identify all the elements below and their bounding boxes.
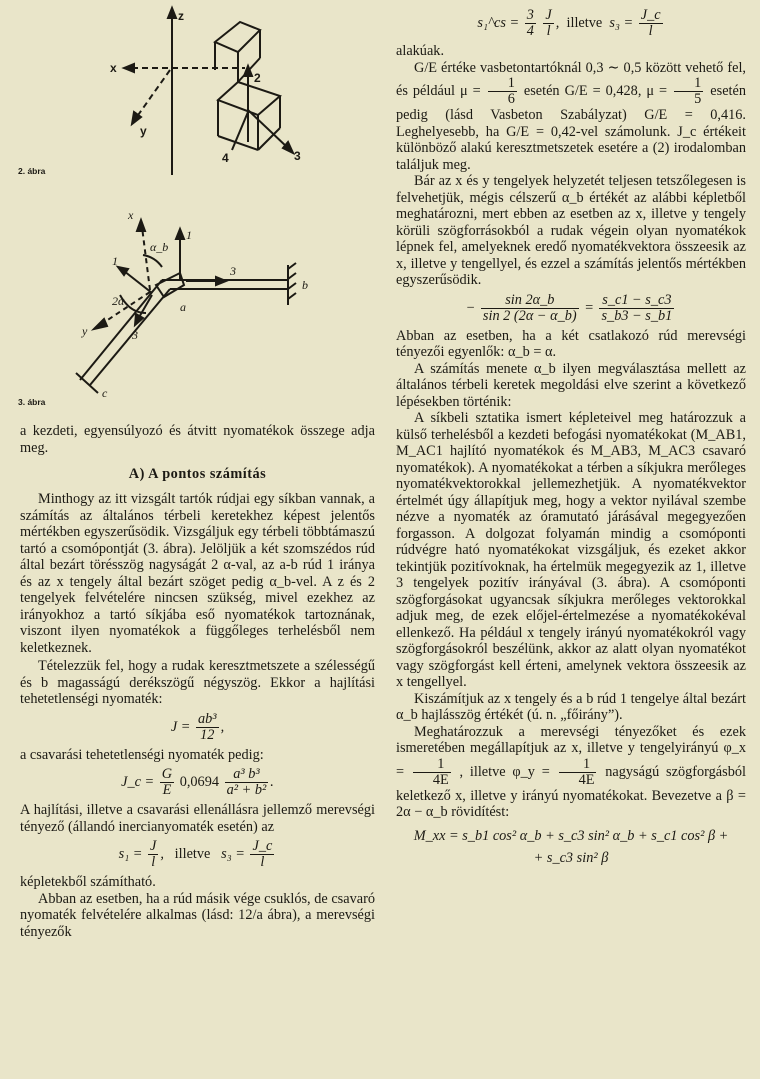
equation-alpha: − $\frac{\sin 2\alpha\_b}{\sin 2 (2\alpha - \alpha\_b)}$ = $\frac{s\_c1 - s\_c3}{s\_b3 - s\_b1}$ [465,291,673,324]
left-column [20,0,375,940]
figure-2-caption: 2. ábra [18,166,46,176]
eq1-fraction [196,712,219,743]
r-p7-n2: 1 [559,757,597,773]
eq2-d2: a² + b² [226,782,267,798]
eq4-frac2 [599,293,674,324]
eqtop-lhs: s₁^cs = [477,14,520,31]
eqtop-n1: 3 [526,7,534,23]
r-p7-frac2 [559,757,597,788]
eqtop-n2: J [545,7,552,23]
equation-inertia: J = $\frac{\text{ab³}}{12}$ , [170,710,225,743]
eq2-n1: G [161,766,173,782]
eqtop-frac1 [525,8,536,39]
fig3-label-b: b [302,278,308,292]
fig3-label-2alpha: 2α [112,294,125,308]
eq3-n2: J_c [252,838,273,854]
right-paragraph-3: Abban az esetben, ha a két csatlakozó rúd merevségi tényezői egyenlők: α_b = α. [396,327,746,360]
equation-mxx-line2: + s_c3 sin² β [533,849,609,866]
fig3-label-1: 1 [186,228,192,242]
left-paragraph-1: Minthogy az itt vizsgált tartók rúdjai egy síkban vannak, a számítás az általános térbeli keretekhez képest jelentős mértékben egyszerűsödik. Vizsgáljuk egy térbeli többtámaszú tartó a csomópontját (3. ábra). Jelöljük a két szomszédos rúd által bezárt törésszög nagyságát 2 α-val, az a-b rúd 1 iránya és az x tengely által bezárt szöget pedig α_b-vel. A z és 2 tengelyek felvételére nincsen szükség, mivel ezekhez az irányokhoz a tartó síkjába eső nyomatékok tartoznának, viszont ilyen nyomatékok a függőleges terhelésből nem keletkeznek. [20,491,375,656]
eqtop-lhs2: s₃ = [609,14,634,31]
fig3-label-c: c [102,386,108,400]
eq1-den: 12 [200,726,215,743]
left-intro-paragraph: a kezdeti, egyensúlyozó és átvitt nyomatékok összege adja meg. [20,423,375,456]
eq4-n2: s_c1 − s_c3 [599,293,674,309]
r-p1-n2: 1 [674,76,703,92]
fig3-label-a: a [180,300,186,314]
r-p7a: Meghatározzuk a merevségi tényezőket és ezek ismeretében megállapítjuk az x, illetve y tengelyirányú φ_x = [396,723,746,780]
equation-mxx-line1: M_xx = s_b1 cos² α_b + s_c3 sin² α_b + s_c1 cos² β + [413,827,729,844]
figure-3 [20,185,375,415]
eq2-mid: 0,0694 [179,773,220,790]
left-paragraph-2: Tételezzük fel, hogy a rudak keresztmetszete a szélességű és b magasságú derékszögű négyszög. Ekkor a hajlítási tehetetlenségi nyomaték: [20,658,375,707]
right-paragraph-5: A síkbeli sztatika ismert képleteivel meg határozzuk a külső terhelésből a kezdeti befogási nyomatékokat (M_AB1, M_AC1 hajlító nyomatékok és M_AB3, M_AC3 csavaró nyomatékok). A nyomatékokat a térben a síkjukra merőleges nyomatékvektorokkal jellemezhetjük. A nyomatékvektor értelmét úgy állapítjuk meg, hogy a vektor nyilával szembe nézve a nyomaték az óramutató járásával megegyezően forgasson. A dolgozat folyamán mindig a csomóponti rúdvégre ható nyomatékokat vizsgáljuk, és ezeket akkor tekintjük pozitívoknak, ha értelmük megegyezik az 1, illetve 3 tengelyek pozitív irányával (3. ábra). A csomóponti szögforgásokat ugyancsak síkjukra merőleges vektorokkal adjuk meg, de ezek előjel-értelmezése a nyomatékokéval ellenkező. Ha például x tengely irányú nyomatékokról vagy szögforgásokról beszélünk, akkor az alatt olyan nyomatékot vagy szögforgást kell érteni, amelynek vektora összeesik az x tengellyel. [396,410,746,690]
eq2-frac2 [225,767,269,798]
r-p1b: esetén G/E = 0,428, μ = [523,82,668,99]
eq3-lhs1: s₁ = [118,845,143,862]
eq4-d1: sin 2 (2α − α_b) [482,307,577,324]
figure-3-caption: 3. ábra [18,397,46,407]
figure-3-drawing [20,185,375,415]
r-p1-n: 1 [488,76,517,92]
eq3-frac1 [148,839,158,870]
right-paragraph-6: Kiszámítjuk az x tengely és a b rúd 1 tengelye által bezárt α_b hajlásszög értékét (ú. n. „főirány”). [396,690,746,723]
eqtop-n3: J_c [640,7,661,23]
eqtop-d2: l [546,23,551,39]
r-p1-frac [488,76,517,107]
r-p7-d2: 4E [578,771,595,788]
equation-torsion: J_c = $\frac{G}{E}$ 0,0694 $\frac{\text{a³ b³}}{\text{a² + b²}}$ . [121,766,274,798]
r-p7c: nagyságú szögforgásból keletkező x, illetve y irányú nyomatékokat. Bevezetve a β = 2α − α_b rövidítést: [396,763,746,820]
fig2-label-x: x [110,61,117,75]
fig3-label-3: 3 [230,264,236,278]
eq3-n1: J [150,838,157,854]
eqtop-frac2 [543,8,553,39]
right-paragraph-4: A számítás menete α_b ilyen megválasztása mellett az általános térbeli keretek megoldási elve szerint a következő lépésekben történik: [396,360,746,410]
left-paragraph-3: a csavarási tehetetlenségi nyomaték pedig: [20,746,264,763]
equation-cs: s₁^cs = $\frac{3}{4}$ $\frac{J}{l}$ , illetve s₃ = $\frac{J\_c}{l}$ [477,7,661,39]
fig2-label-4: 4 [222,151,229,165]
r-p7-frac1 [413,757,451,788]
fig3-label-alpha-b: α_b [150,240,169,254]
figure-2 [20,0,375,185]
eqtop-d1: 4 [526,23,534,39]
right-alak: alakúak. [396,43,445,59]
fig2-label-3: 3 [294,149,301,163]
eqtop-frac3 [639,8,663,39]
fig3-label-y: y [82,324,88,338]
r-p1c: esetén pedig (lásd Vasbeton Szabályzat) G/E = 0,416. Leghelyesebb, ha G/E = 0,42-vel számolunk. J_c értékeit különböző alakú keresztmetszetek esetére a (2) irodalomban találjuk meg. [396,82,747,173]
right-column [396,0,746,871]
eqtop-d3: l [648,23,653,39]
eq3-mid: illetve [174,845,211,862]
left-paragraph-4: A hajlítási, illetve a csavarási ellenállásra jellemző merevségi tényező (állandó inercianyomaték esetén) az [20,802,375,835]
eq2-frac1 [160,767,174,798]
eq3-lhs2: s₃ = [221,845,245,862]
eq3-frac2 [250,839,274,870]
r-p7-n1: 1 [413,757,451,773]
equation-stiffness: s₁ = $\frac{J}{l}$ , illetve s₃ = $\frac{J\_c}{l}$ [118,838,273,870]
fig2-label-y: y [140,124,147,138]
fig3-label-1b: 1 [112,254,118,268]
eq3-d1: l [151,854,156,870]
r-p7b: , illetve φ_y = [459,763,550,780]
right-paragraph-2: Bár az x és y tengelyek helyzetét teljesen tetszőlegesen is felvehetjük, mégis célszerű α_b értékét az alábbi képletből meghatározni, mert ebben az esetben az x, illetve y tengely körüli szögforrásokból a rudak végein olyan nyomatékok lépnek fel, amelyeknek eredő nyomatékvektora összeesik az x, illetve y tengellyel, és ezzel a számítás jelentős mértékben egyszerűsödik. [396,173,746,288]
eq4-n1: sin 2α_b [481,293,579,309]
eqtop-mid: illetve [566,14,603,31]
eq1-num: ab³ [197,710,217,727]
section-heading [20,466,375,483]
r-p1-d2: 5 [694,91,702,107]
eq4-frac1 [481,293,579,324]
left-paragraph-6: Abban az esetben, ha a rúd másik vége csuklós, de csavaró nyomaték felvételére alkalmas (lásd: 12/a ábra), a merevségi tényezők [20,890,375,940]
fig2-label-2: 2 [254,71,261,85]
fig3-label-x: x [128,208,134,222]
left-paragraph-5: képletekből számítható. [20,874,156,890]
fig2-label-z: z [178,9,184,23]
r-p7-d1: 4E [432,771,449,788]
section-heading-text: A) A pontos számítás [128,466,267,482]
eq3-d2: l [260,854,265,870]
eq4-d2: s_b3 − s_b1 [601,307,673,324]
eq1-lhs: J = [170,718,191,735]
right-paragraph-1 [396,60,746,174]
eq2-lhs: J_c = [121,773,155,790]
r-p1-d: 6 [507,91,515,107]
fig3-label-3b: 3 [132,328,138,342]
figure-2-drawing [20,0,375,185]
right-paragraph-7 [396,724,746,821]
r-p1-frac2 [674,76,703,107]
eq2-n2: a³ b³ [225,767,269,783]
eq2-d1: E [162,782,172,798]
r-p1a: G/E értéke vasbetontartóknál 0,3 ∼ 0,5 között vehető fel, és például μ = [396,59,746,99]
